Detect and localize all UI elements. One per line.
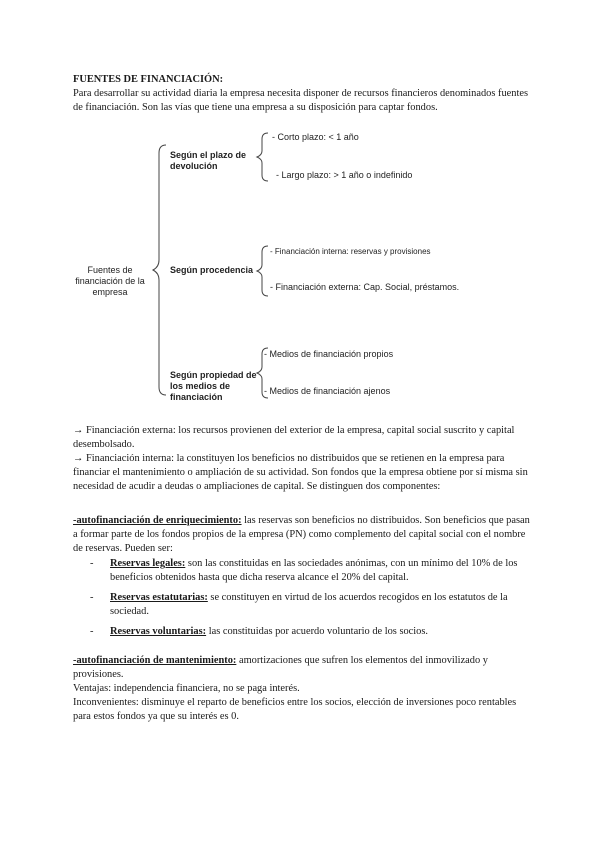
ventajas: Ventajas: independencia financiera, no se paga interés. xyxy=(73,683,300,694)
diagram-root: Fuentes de financiación de la empresa xyxy=(75,265,145,297)
mant-text: amortizaciones que sufren los elementos del inmovilizado y provisiones. xyxy=(73,655,488,680)
ext-definition: → Financiación externa: los recursos provienen del exterior de la empresa, capital social suscrito y capital desembolsado. xyxy=(73,425,515,450)
branch-procedencia: Según procedencia xyxy=(170,265,254,275)
item-financiacion-externa: - Financiación externa: Cap. Social, préstamos. xyxy=(270,282,460,292)
enriquecimiento-section xyxy=(73,514,533,556)
item-largo-plazo: - Largo plazo: > 1 año o indefinido xyxy=(276,170,413,180)
financing-diagram xyxy=(0,125,600,415)
intro-paragraph: Para desarrollar su actividad diaria la empresa necesita disponer de recursos financieros denominados fuentes de financiación. Son las vías que tiene una empresa a su disposición para captar fondos. xyxy=(73,88,528,113)
list-item: - Reservas estatutarias: se constituyen en virtud de los acuerdos recogidos en los estatutos de la sociedad. xyxy=(90,592,508,617)
item-corto-plazo: - Corto plazo: < 1 año xyxy=(272,132,359,142)
branch-plazo: Según el plazo de devolución xyxy=(170,150,247,171)
definitions xyxy=(73,424,533,494)
reserva-title: Reservas estatutarias: xyxy=(110,592,208,603)
reserva-title: Reservas voluntarias: xyxy=(110,626,207,637)
reserva-title: Reservas legales: xyxy=(110,558,186,569)
item-medios-propios: - Medios de financiación propios xyxy=(264,349,394,359)
list-item: - Reservas legales: son las constituidas en las sociedades anónimas, con un mínimo del 10% de los beneficios obtenidos hasta que dicha reserva alcance el 20% del capital. xyxy=(90,558,518,583)
reservas-list xyxy=(90,557,530,645)
item-financiacion-interna: - Financiación interna: reservas y provisiones xyxy=(270,247,431,256)
int-definition: → Financiación interna: la constituyen los beneficios no distribuidos que se retienen en la empresa para financiar el mantenimiento o ampliación de su actividad. Son fondos que la empresa obtiene por sí misma sin necesidad de acudir a deudas o ampliaciones de capital. Se distinguen dos componentes: xyxy=(73,453,528,492)
page-title: FUENTES DE FINANCIACIÓN: xyxy=(73,74,224,85)
item-medios-ajenos: - Medios de financiación ajenos xyxy=(264,386,391,396)
enriq-title: -autofinanciación de enriquecimiento: xyxy=(73,515,242,526)
branch-propiedad: Según propiedad de los medios de financiación xyxy=(170,370,257,402)
mantenimiento-section xyxy=(73,654,533,724)
list-item: - Reservas voluntarias: las constituidas por acuerdo voluntario de los socios. xyxy=(90,626,429,637)
inconvenientes: Inconvenientes: disminuye el reparto de beneficios entre los socios, elección de inversiones poco rentables para estos fondos ya que su interés es 0. xyxy=(73,697,517,722)
mant-title: -autofinanciación de mantenimiento: xyxy=(73,655,237,666)
enriq-text: las reservas son beneficios no distribuidos. Son beneficios que pasan a formar parte de los fondos propios de la empresa (PN) como complemento del capital social con el nombre de reservas. Pueden ser: xyxy=(73,515,530,554)
main-brace xyxy=(153,145,166,395)
